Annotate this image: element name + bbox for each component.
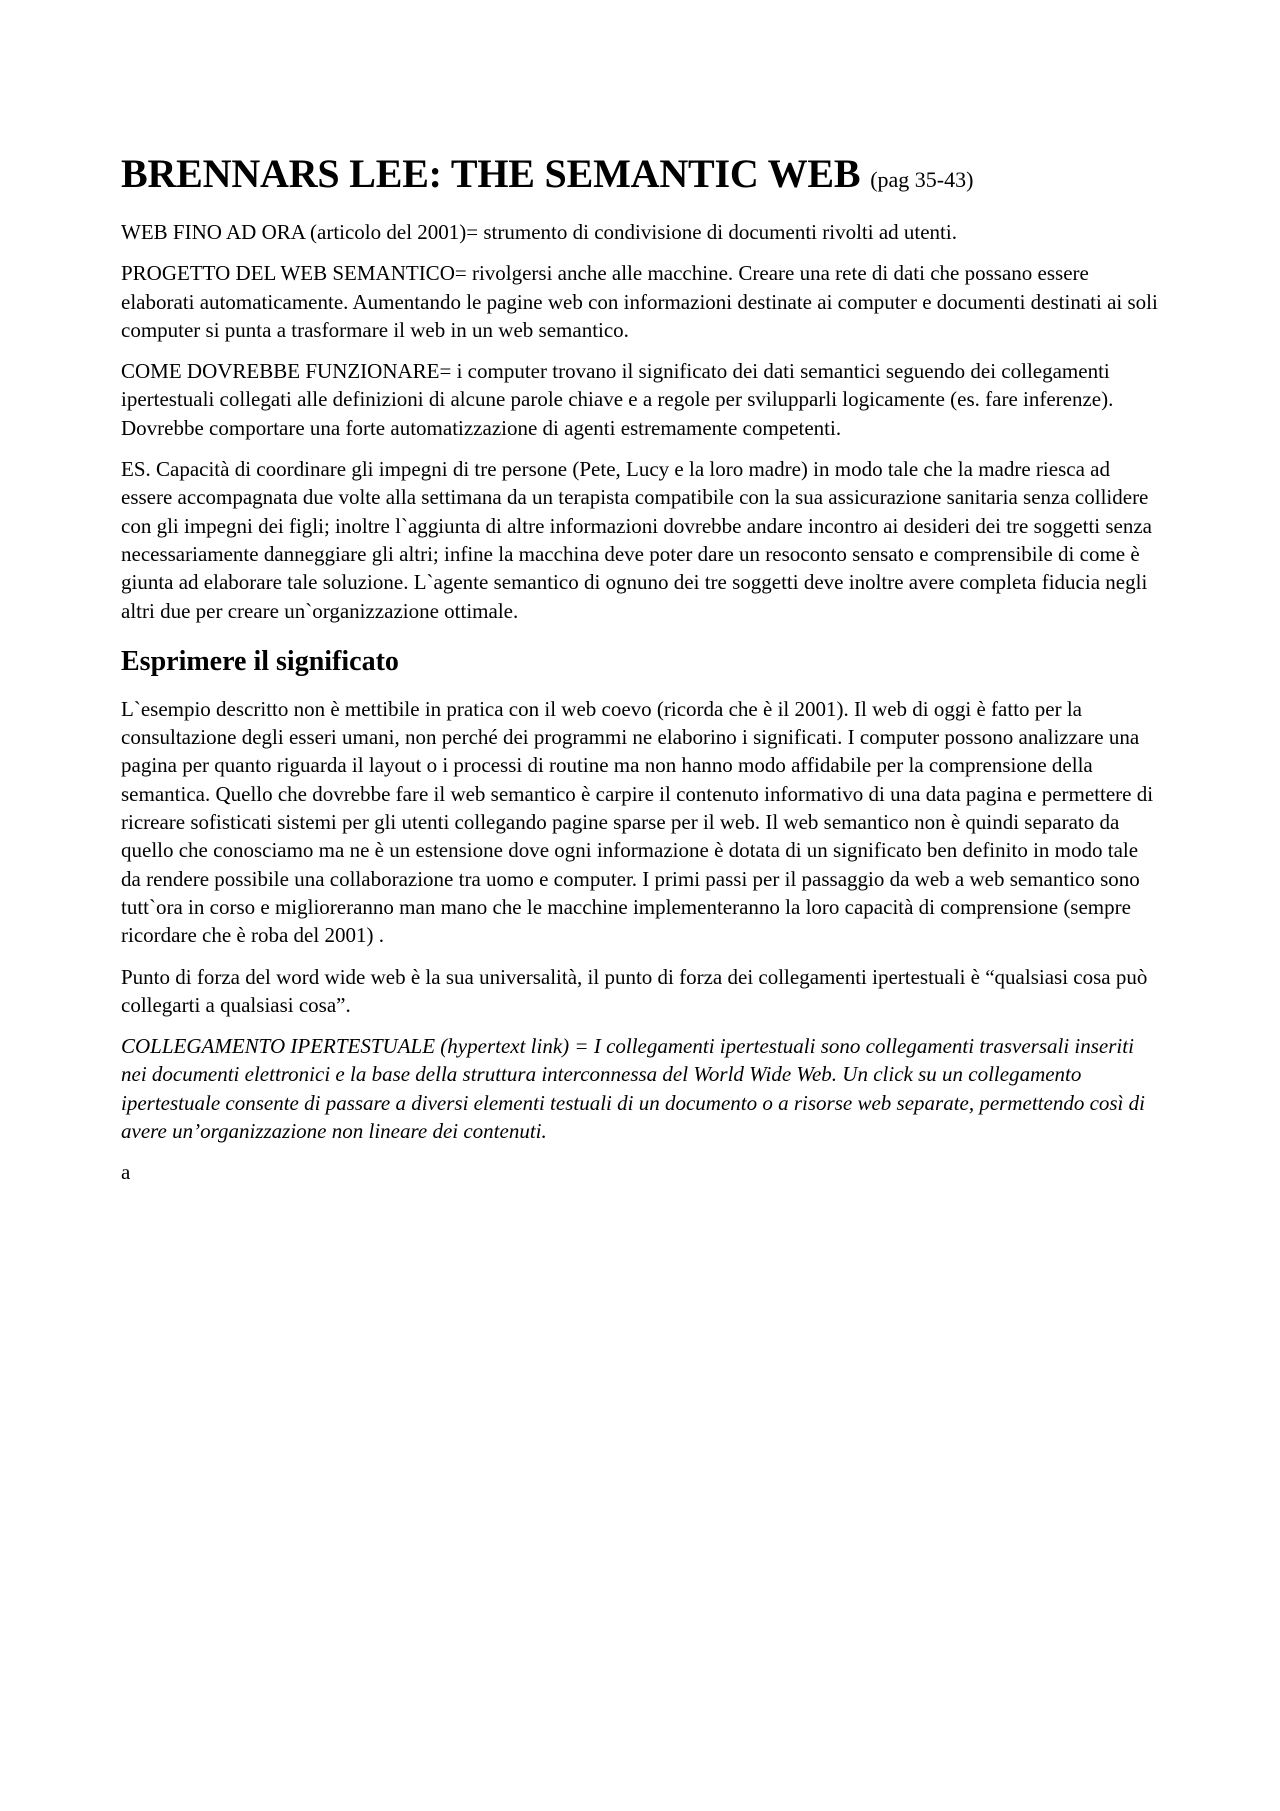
paragraph-web-fino-ad-ora: WEB FINO AD ORA (articolo del 2001)= strumento di condivisione di documenti rivolti ad utenti. (121, 220, 957, 244)
paragraph-esempio-descritto: L`esempio descritto non è mettibile in pratica con il web coevo (ricorda che è il 2001). Il web di oggi è fatto per la consultazione degli esseri umani, non perché dei programmi ne elaborino i significati. I computer possono analizzare una pagina per quanto riguarda il layout o i processi di routine ma non hanno modo affidabile per la comprensione della semantica. Quello che dovrebbe fare il web semantico è carpire il contenuto informativo di una data pagina e permettere di ricreare sofisticati sistemi per gli utenti collegando pagine sparse per il web. Il web semantico non è quindi separato da quello che conosciamo ma ne è un estensione dove ogni informazione è dotata di un significato ben definito in modo tale da rendere possibile una collaborazione tra uomo e computer. I primi passi per il passaggio da web a web semantico sono tutt`ora in corso e miglioreranno man mano che le macchine implementeranno la loro capacità di comprensione (sempre ricordare che è roba del 2001) . (121, 696, 1154, 948)
section-heading: Esprimere il significato (121, 645, 399, 677)
trailing-text: a (121, 1160, 131, 1185)
paragraph-collegamento-ipertestuale: COLLEGAMENTO IPERTESTUALE (hypertext link) = I collegamenti ipertestuali sono collegamenti trasversali inseriti nei documenti elettronici e la base della struttura interconnessa del World Wide Web. Un click su un collegamento ipertestuale consente di passare a diversi elementi testuali di un documento o a risorse web separate, permettendo così di avere un’organizzazione non lineare dei contenuti. (121, 1034, 1145, 1144)
paragraph-come-dovrebbe-funzionare: COME DOVREBBE FUNZIONARE= i computer trovano il significato dei dati semantici seguendo dei collegamenti ipertestuali collegati alle definizioni di alcune parole chiave e a regole per svilupparli logicamente (es. fare inferenze). Dovrebbe comportare una forte automatizzazione di agenti estremamente competenti. (121, 359, 1114, 440)
document-title-text: BRENNARS LEE: THE SEMANTIC WEB (121, 151, 861, 196)
document-title-pages: (pag 35-43) (870, 167, 974, 192)
document-page (121, 150, 1161, 1200)
paragraph-punto-di-forza: Punto di forza del word wide web è la sua universalità, il punto di forza dei collegamenti ipertestuali è “qualsiasi cosa può collegarti a qualsiasi cosa”. (121, 964, 1148, 1017)
paragraph-esempio: ES. Capacità di coordinare gli impegni di tre persone (Pete, Lucy e la loro madre) in modo tale che la madre riesca ad essere accompagnata due volte alla settimana da un terapista compatibile con la sua assicurazione sanitaria senza collidere con gli impegni dei figli; inoltre l`aggiunta di altre informazioni dovrebbe andare incontro ai desideri dei tre soggetti senza necessariamente danneggiare gli altri; infine la macchina deve poter dare un resoconto sensato e comprensibile di come è giunta ad elaborare tale soluzione. L`agente semantico di ognuno dei tre soggetti deve inoltre avere completa fiducia negli altri due per creare un`organizzazione ottimale. (121, 457, 1152, 623)
paragraph-progetto-web-semantico: PROGETTO DEL WEB SEMANTICO= rivolgersi anche alle macchine. Creare una rete di dati che possano essere elaborati automaticamente. Aumentando le pagine web con informazioni destinate ai computer e documenti destinati ai soli computer si punta a trasformare il web in un web semantico. (121, 261, 1158, 342)
document-title (121, 150, 1161, 204)
